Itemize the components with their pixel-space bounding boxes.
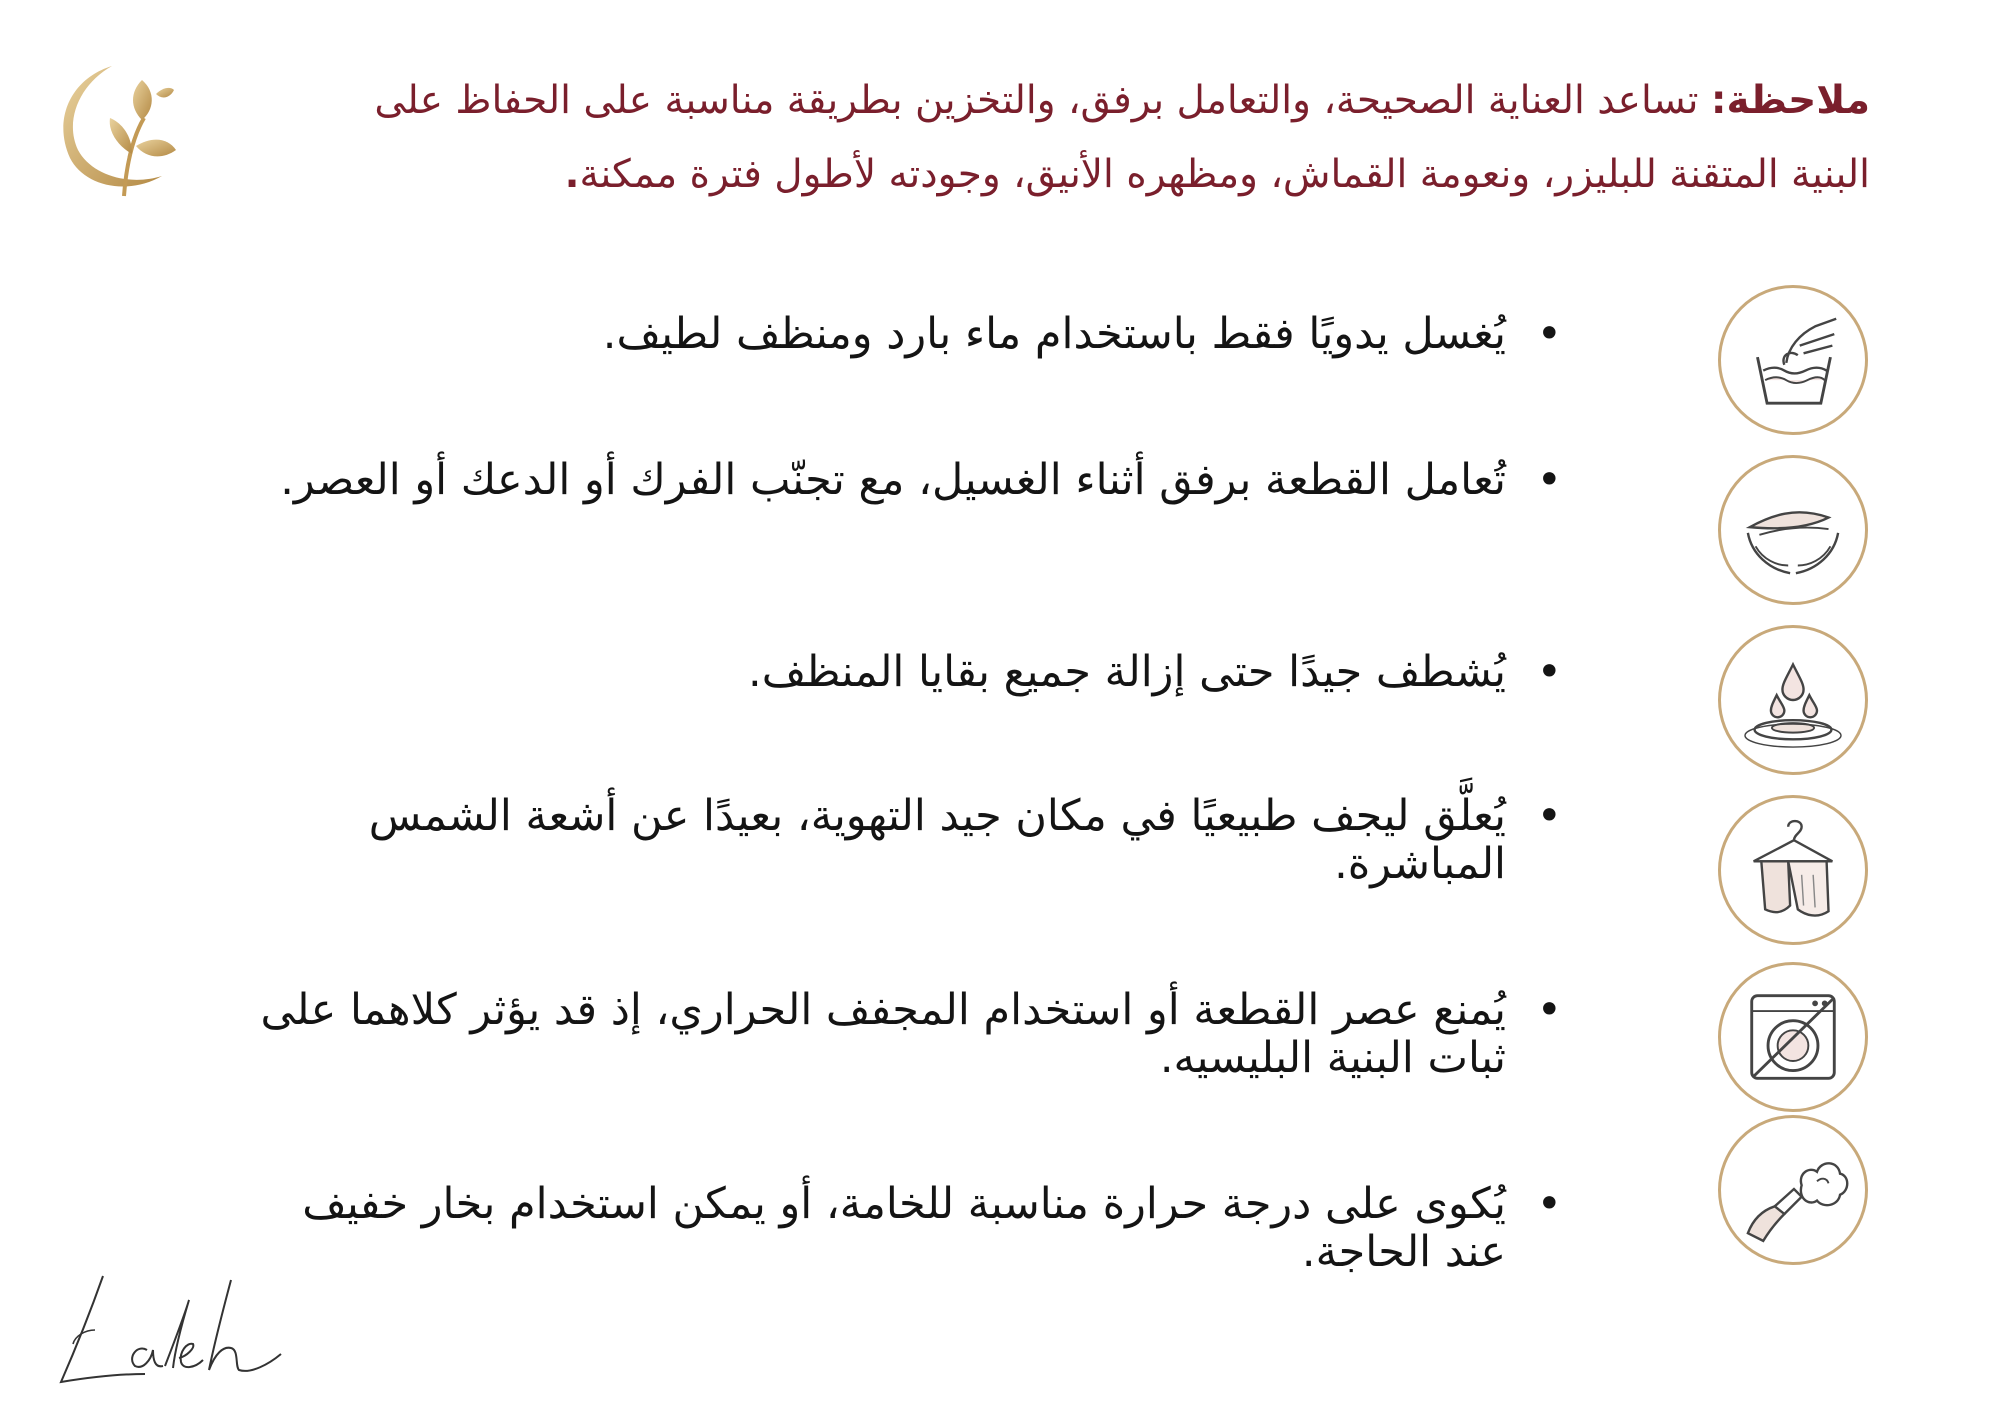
bullet: • xyxy=(1536,985,1562,1035)
care-item-text: يُمنع عصر القطعة أو استخدام المجفف الحراري، إذ قد يؤثر كلاهما على ثبات البنية البليسيه. xyxy=(260,985,1506,1083)
care-note xyxy=(350,64,1870,212)
care-item xyxy=(232,792,1562,888)
bullet: • xyxy=(1536,309,1562,359)
note-label: ملاحظة: xyxy=(1710,78,1870,123)
care-item xyxy=(232,456,1562,504)
steam-icon xyxy=(1718,1115,1868,1265)
note-text: تساعد العناية الصحيحة، والتعامل برفق، والتخزين بطريقة مناسبة على الحفاظ على البنية المتقنة للبليزر، ونعومة القماش، ومظهره الأنيق، وجودته لأطول فترة ممكنة xyxy=(374,78,1870,197)
hang-dry-icon xyxy=(1718,795,1868,945)
care-item xyxy=(232,310,1562,358)
no-tumble-dry-icon xyxy=(1718,962,1868,1112)
care-item-text: يُكوى على درجة حرارة مناسبة للخامة، أو يمكن استخدام بخار خفيف عند الحاجة. xyxy=(302,1179,1506,1277)
bullet: • xyxy=(1536,1179,1562,1229)
brand-signature xyxy=(55,1270,285,1390)
note-end: . xyxy=(564,152,580,197)
hand-wash-icon xyxy=(1718,285,1868,435)
care-item-text: يُعلَّق ليجف طبيعيًا في مكان جيد التهوية، بعيدًا عن أشعة الشمس المباشرة. xyxy=(368,791,1506,889)
care-item-text: يُشطف جيدًا حتى إزالة جميع بقايا المنظف. xyxy=(748,647,1506,697)
care-item xyxy=(232,1180,1562,1276)
bullet: • xyxy=(1536,647,1562,697)
brand-logo xyxy=(52,58,192,198)
care-item xyxy=(232,986,1562,1082)
care-item-text: يُغسل يدويًا فقط باستخدام ماء بارد ومنظف لطيف. xyxy=(602,309,1506,359)
rinse-icon xyxy=(1718,625,1868,775)
care-item xyxy=(232,648,1562,696)
care-item-text: تُعامل القطعة برفق أثناء الغسيل، مع تجنّب الفرك أو الدعك أو العصر. xyxy=(280,455,1506,505)
bullet: • xyxy=(1536,791,1562,841)
bullet: • xyxy=(1536,455,1562,505)
leaf-logo-icon xyxy=(52,58,192,198)
gentle-handling-icon xyxy=(1718,455,1868,605)
